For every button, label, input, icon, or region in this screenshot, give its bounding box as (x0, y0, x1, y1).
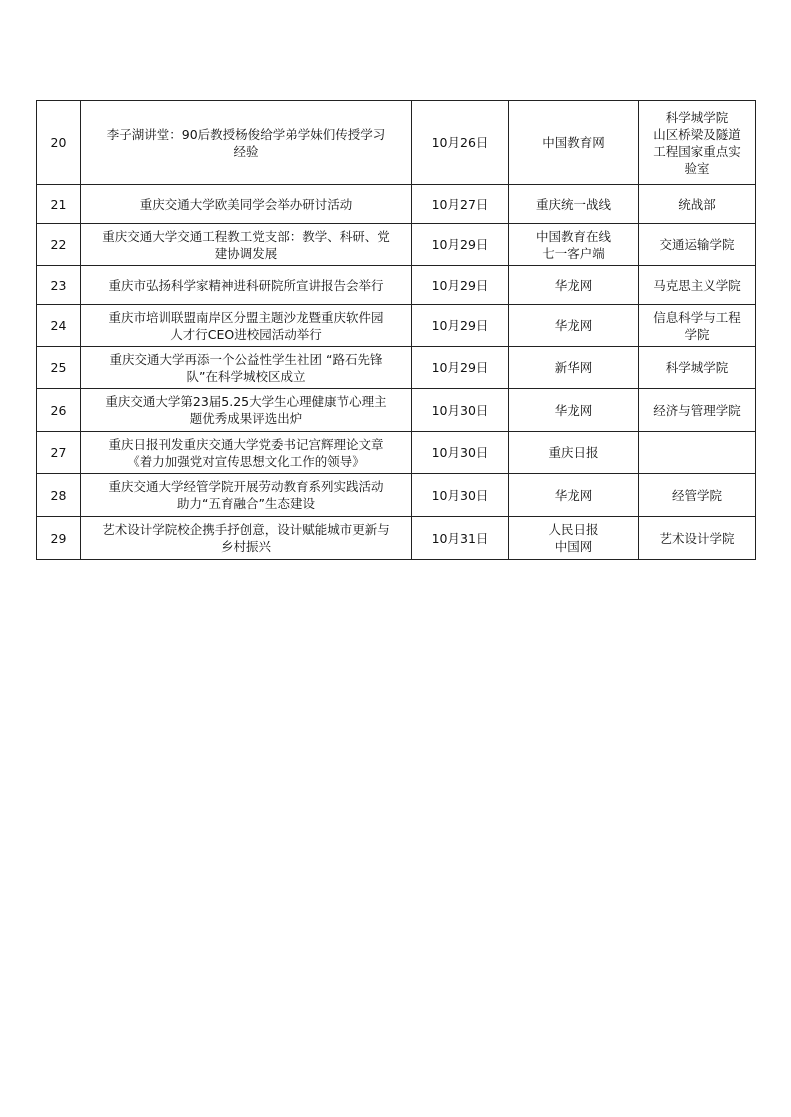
publish-date: 10月30日 (412, 432, 509, 474)
publish-date: 10月27日 (412, 185, 509, 224)
publish-date: 10月29日 (412, 305, 509, 347)
news-title: 重庆交通大学第23届5.25大学生心理健康节心理主 题优秀成果评选出炉 (81, 389, 412, 432)
row-number: 26 (37, 389, 81, 432)
table-row (37, 224, 756, 266)
publish-date: 10月26日 (412, 101, 509, 185)
media-outlet: 人民日报 中国网 (509, 517, 639, 560)
media-outlet: 中国教育网 (509, 101, 639, 185)
row-number: 20 (37, 101, 81, 185)
row-number: 27 (37, 432, 81, 474)
table-row (37, 517, 756, 560)
responsible-unit (639, 432, 756, 474)
news-title: 重庆交通大学欧美同学会举办研讨活动 (81, 185, 412, 224)
row-number: 25 (37, 347, 81, 389)
responsible-unit: 科学城学院 (639, 347, 756, 389)
media-outlet: 华龙网 (509, 389, 639, 432)
publish-date: 10月29日 (412, 266, 509, 305)
responsible-unit: 马克思主义学院 (639, 266, 756, 305)
table-row (37, 185, 756, 224)
publish-date: 10月31日 (412, 517, 509, 560)
responsible-unit: 信息科学与工程 学院 (639, 305, 756, 347)
publish-date: 10月30日 (412, 389, 509, 432)
table-row (37, 305, 756, 347)
news-title: 重庆日报刊发重庆交通大学党委书记宫辉理论文章 《着力加强党对宣传思想文化工作的领导》 (81, 432, 412, 474)
media-coverage-table (36, 100, 756, 560)
media-outlet: 中国教育在线 七一客户端 (509, 224, 639, 266)
responsible-unit: 经济与管理学院 (639, 389, 756, 432)
responsible-unit: 统战部 (639, 185, 756, 224)
responsible-unit: 交通运输学院 (639, 224, 756, 266)
media-outlet: 新华网 (509, 347, 639, 389)
row-number: 21 (37, 185, 81, 224)
news-title: 重庆交通大学经管学院开展劳动教育系列实践活动 助力“五育融合”生态建设 (81, 474, 412, 517)
row-number: 28 (37, 474, 81, 517)
publish-date: 10月29日 (412, 224, 509, 266)
media-outlet: 华龙网 (509, 266, 639, 305)
media-outlet: 华龙网 (509, 474, 639, 517)
row-number: 22 (37, 224, 81, 266)
table-row (37, 389, 756, 432)
table-row (37, 347, 756, 389)
row-number: 23 (37, 266, 81, 305)
news-title: 艺术设计学院校企携手抒创意，设计赋能城市更新与 乡村振兴 (81, 517, 412, 560)
news-title: 重庆市培训联盟南岸区分盟主题沙龙暨重庆软件园 人才行CEO进校园活动举行 (81, 305, 412, 347)
table-row (37, 266, 756, 305)
publish-date: 10月30日 (412, 474, 509, 517)
media-outlet: 重庆日报 (509, 432, 639, 474)
table-row (37, 101, 756, 185)
table-row (37, 474, 756, 517)
table-row (37, 432, 756, 474)
news-title: 重庆市弘扬科学家精神进科研院所宣讲报告会举行 (81, 266, 412, 305)
media-outlet: 华龙网 (509, 305, 639, 347)
news-title: 重庆交通大学再添一个公益性学生社团 “路石先锋 队”在科学城校区成立 (81, 347, 412, 389)
news-title: 重庆交通大学交通工程教工党支部：教学、科研、党 建协调发展 (81, 224, 412, 266)
media-outlet: 重庆统一战线 (509, 185, 639, 224)
responsible-unit: 艺术设计学院 (639, 517, 756, 560)
publish-date: 10月29日 (412, 347, 509, 389)
news-title: 李子湖讲堂：90后教授杨俊给学弟学妹们传授学习 经验 (81, 101, 412, 185)
row-number: 24 (37, 305, 81, 347)
responsible-unit: 科学城学院 山区桥梁及隧道 工程国家重点实 验室 (639, 101, 756, 185)
row-number: 29 (37, 517, 81, 560)
responsible-unit: 经管学院 (639, 474, 756, 517)
